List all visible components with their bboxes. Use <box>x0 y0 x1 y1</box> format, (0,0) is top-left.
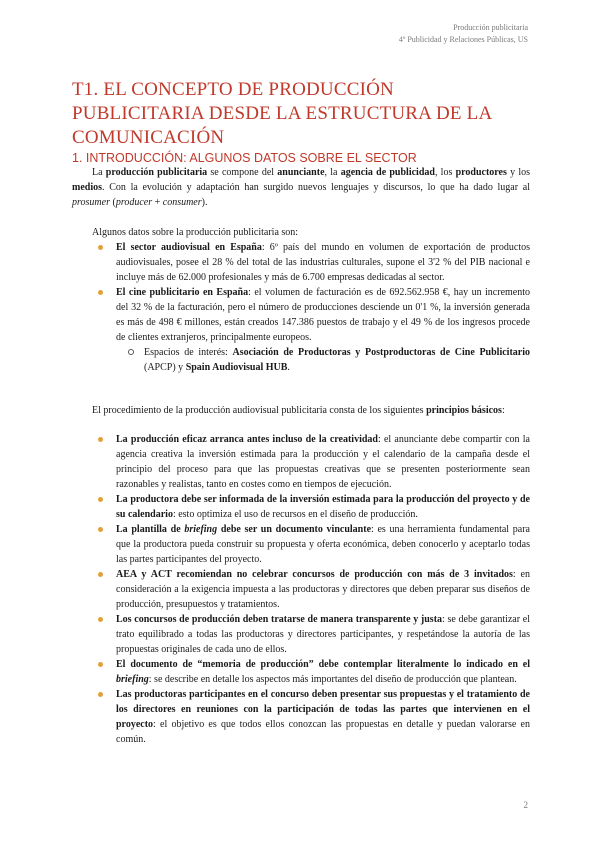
data-intro: Algunos datos sobre la producción publicitaria son: <box>92 227 299 238</box>
list-item: El cine publicitario en España: el volumen de facturación es de 692.562.958 €, hay un incremento del 32 % de la facturación, pero el número de producciones desciende un 0'1 %, la inversión generada es más de 498 € millones, están creados 147.386 puestos de trabajo y el 49 % de los ingresos procede de clientes extranjeros, principalmente europeos. <box>72 285 530 345</box>
bullet-icon <box>98 572 103 577</box>
list-item: AEA y ACT recomiendan no celebrar concursos de producción con más de 3 invitados: en consideración a la exigencia impuesta a las productoras y directores que deben preparar sus diseños de producción, presupuestos y tratamientos. <box>72 567 530 612</box>
bullet-icon <box>98 527 103 532</box>
bullet-icon <box>98 617 103 622</box>
list-item: El sector audiovisual en España: 6º país del mundo en volumen de exportación de productos audiovisuales, posee el 28 % del total de las industrias culturales, supone el 3'2 % del PIB nacional e incluye más de 62.000 profesionales y más de 6.700 empresas dedicadas al sector. <box>72 240 530 285</box>
data-list <box>72 240 530 375</box>
principles-list <box>72 432 530 747</box>
page-number: 2 <box>523 800 528 810</box>
list-item: Las productoras participantes en el concurso deben presentar sus propuestas y el tratamiento de los directores en reuniones con la participación de todas las partes que intervienen en el proyecto: el objetivo es que todos ellos conozcan las propuestas en detalle y puedan valorarse en común. <box>72 687 530 747</box>
bullet-icon <box>98 290 103 295</box>
sub-list <box>72 345 530 375</box>
bullet-icon <box>98 245 103 250</box>
bullet-icon <box>98 437 103 442</box>
list-item: La plantilla de briefing debe ser un documento vinculante: es una herramienta fundamental para que la productora pueda construir su propuesta y oferta económica, deben conocerlo y aceptarlo todas las partes participantes del proyecto. <box>72 522 530 567</box>
list-item: Los concursos de producción deben tratarse de manera transparente y justa: se debe garantizar el trato equilibrado a todas las productoras y directores participantes, y respetándose la autoría de las propuestas originales de cada uno de ellos. <box>72 612 530 657</box>
bullet-icon <box>98 692 103 697</box>
sub-list-item: Espacios de interés: Asociación de Productoras y Postproductoras de Cine Publicitario (APCP) y Spain Audiovisual HUB. <box>72 345 530 375</box>
header-course: Producción publicitaria <box>453 23 528 32</box>
list-item: La productora debe ser informada de la inversión estimada para la producción del proyecto y de su calendario: esto optimiza el uso de recursos en el diseño de producción. <box>72 492 530 522</box>
header-degree: 4º Publicidad y Relaciones Públicas, US <box>398 35 528 44</box>
principles-intro: El procedimiento de la producción audiovisual publicitaria consta de los siguientes principios básicos: <box>92 405 505 416</box>
bullet-icon <box>98 497 103 502</box>
page-title: T1. EL CONCEPTO DE PRODUCCIÓN PUBLICITARIA DESDE LA ESTRUCTURA DE LA COMUNICACIÓN <box>72 79 492 148</box>
hollow-bullet-icon <box>128 349 134 355</box>
list-item: La producción eficaz arranca antes incluso de la creatividad: el anunciante debe compartir con la agencia creativa la inversión estimada para la producción y el calendario de la campaña desde el principio del proceso para que las propuestas creativas que se presenten posteriormente sean razonables y realistas, tanto en costes como en tiempos de ejecución. <box>72 432 530 492</box>
intro-paragraph: La producción publicitaria se compone del anunciante, la agencia de publicidad, los productores y los medios. Con la evolución y adaptación han surgido nuevos lenguajes y discursos, lo que ha dado lugar al prosumer (producer + consumer). <box>72 167 530 208</box>
running-header <box>399 22 528 46</box>
bullet-icon <box>98 662 103 667</box>
section-heading: 1. INTRODUCCIÓN: ALGUNOS DATOS SOBRE EL SECTOR <box>72 151 417 165</box>
list-item: El documento de “memoria de producción” debe contemplar literalmente lo indicado en el briefing: se describe en detalle los aspectos más importantes del diseño de producción que plantean. <box>72 657 530 687</box>
